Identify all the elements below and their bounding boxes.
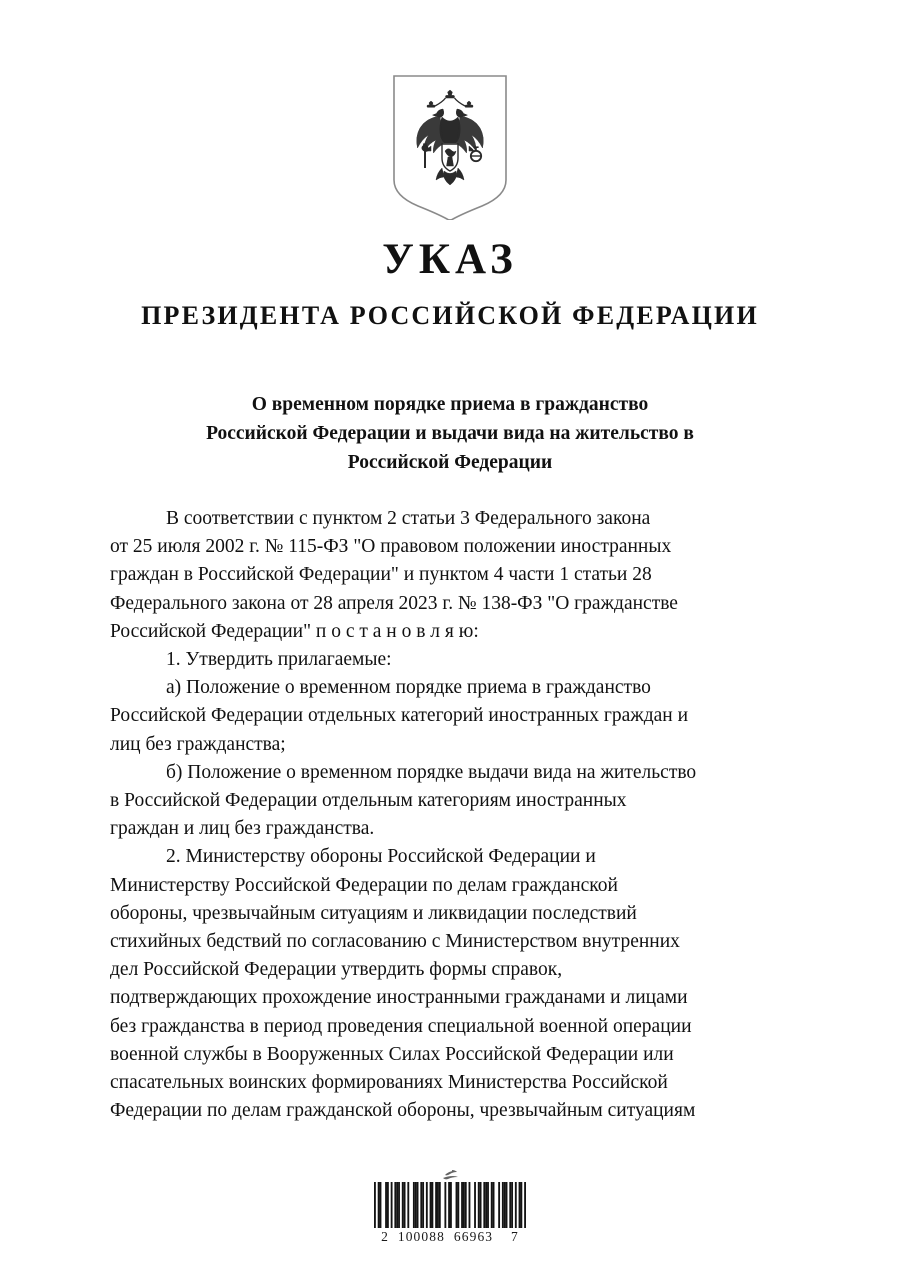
body-line: Федерального закона от 28 апреля 2023 г. № 138-ФЗ "О гражданстве: [110, 592, 678, 614]
barcode-mark-icon: [439, 1168, 461, 1181]
emblem-container: [0, 72, 900, 220]
paragraph-item-1: [110, 646, 807, 674]
body-line: в Российской Федерации отдельным категориям иностранных: [110, 790, 627, 812]
decree-heading-line: Российской Федерации и выдачи вида на жительство в: [206, 423, 694, 444]
page-title: УКАЗ: [382, 236, 518, 283]
body-line: В соответствии с пунктом 2 статьи 3 Федерального закона: [166, 508, 651, 529]
body-line: лиц без гражданства;: [110, 733, 286, 755]
document-body: [110, 505, 807, 1125]
body-line: 2. Министерству обороны Российской Федерации и: [166, 846, 596, 868]
body-line: Российской Федерации" п о с т а н о в л я ю:: [110, 620, 479, 642]
body-line: Российской Федерации отдельных категорий иностранных граждан и: [110, 705, 689, 727]
body-line: граждан и лиц без гражданства.: [110, 818, 375, 840]
body-line: стихийных бедствий по согласованию с Министерством внутренних: [110, 931, 680, 953]
barcode-block: [0, 1168, 900, 1245]
body-line: б) Положение о временном порядке выдачи вида на жительство: [166, 761, 697, 783]
paragraph-item-1b: [110, 759, 807, 844]
body-line: дел Российской Федерации утвердить формы справок,: [110, 959, 563, 981]
paragraph-preamble: [110, 505, 807, 646]
barcode-digits: 2 100088 66963 7: [381, 1229, 519, 1244]
body-line: а) Положение о временном порядке приема в гражданство: [166, 677, 651, 699]
page-subtitle: ПРЕЗИДЕНТА РОССИЙСКОЙ ФЕДЕРАЦИИ: [141, 301, 759, 330]
russian-coat-of-arms-icon: [390, 72, 510, 220]
body-line: от 25 июля 2002 г. № 115-ФЗ "О правовом положении иностранных: [110, 536, 672, 558]
body-line: без гражданства в период проведения специальной военной операции: [110, 1015, 692, 1037]
body-line: подтверждающих прохождение иностранными гражданами и лицами: [110, 987, 688, 1009]
body-line: Министерству Российской Федерации по делам гражданской: [110, 874, 618, 896]
decree-heading-line: Российской Федерации: [347, 452, 553, 473]
body-line: 1. Утвердить прилагаемые:: [166, 649, 392, 671]
body-line: обороны, чрезвычайным ситуациям и ликвидации последствий: [110, 902, 637, 924]
body-line: Федерации по делам гражданской обороны, чрезвычайным ситуациям: [110, 1100, 696, 1122]
decree-heading-line: О временном порядке приема в гражданство: [251, 394, 649, 415]
paragraph-item-1a: [110, 674, 807, 759]
barcode-bars: [374, 1182, 526, 1228]
paragraph-item-2: [110, 843, 807, 1125]
decree-heading: [150, 390, 750, 477]
body-line: граждан в Российской Федерации" и пунктом 4 части 1 статьи 28: [110, 564, 652, 586]
body-line: спасательных воинских формированиях Министерства Российской: [110, 1072, 668, 1094]
body-line: военной службы в Вооруженных Силах Российской Федерации или: [110, 1043, 674, 1065]
